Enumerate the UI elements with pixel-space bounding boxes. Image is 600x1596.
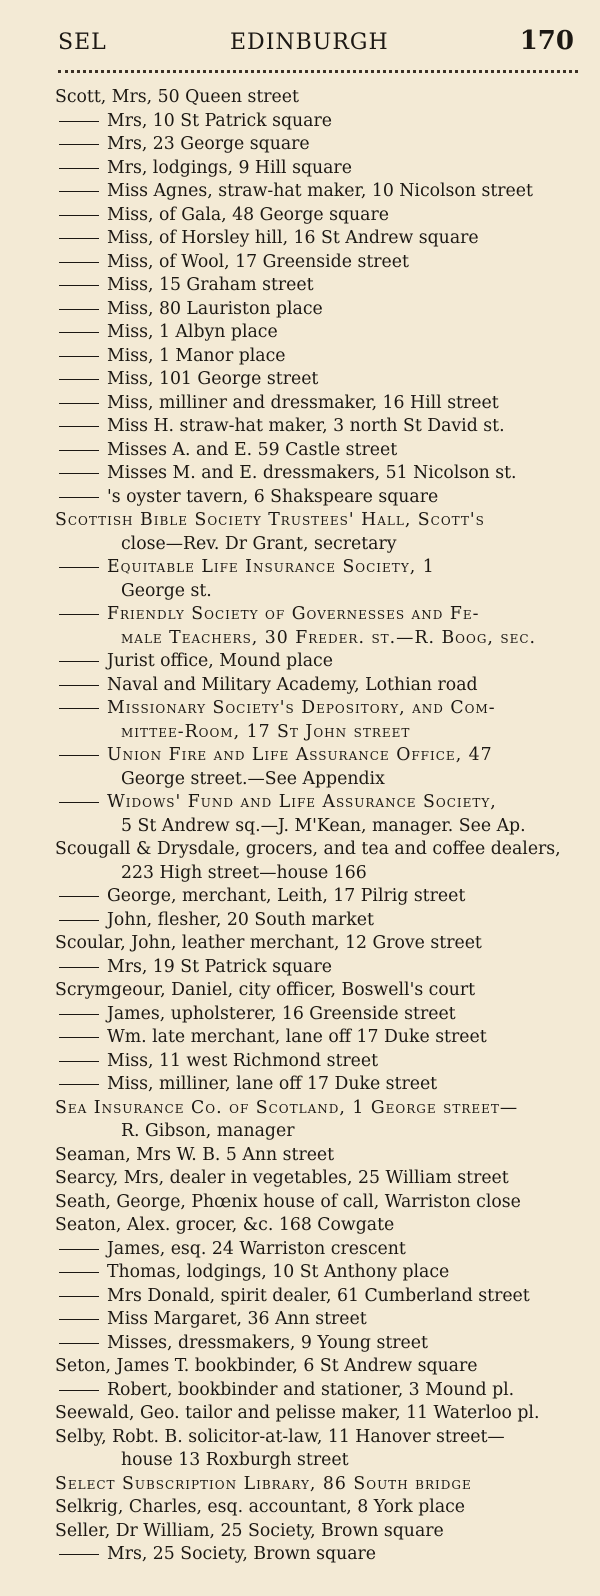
entry-text: R. Gibson, manager bbox=[121, 1121, 295, 1141]
entry-text: Union Fire and Life Assurance Office, 47 bbox=[107, 745, 493, 765]
entry-text: Selkrig, Charles, esq. accountant, 8 York place bbox=[55, 1497, 466, 1517]
ditto-dash bbox=[59, 262, 99, 263]
directory-entries bbox=[55, 86, 590, 1567]
ditto-dash bbox=[59, 497, 99, 498]
entry-text: James, esq. 24 Warriston crescent bbox=[107, 1238, 406, 1259]
entry-text: Thomas, lodgings, 10 St Anthony place bbox=[107, 1262, 450, 1282]
entry-text: Mrs, 25 Society, Brown square bbox=[107, 1544, 376, 1564]
directory-entry-line bbox=[55, 368, 590, 392]
directory-entry-line bbox=[55, 1191, 590, 1215]
entry-text: Scoular, John, leather merchant, 12 Grove street bbox=[55, 933, 482, 953]
ditto-dash bbox=[59, 403, 99, 404]
ditto-dash bbox=[59, 967, 99, 968]
entry-text: Scott, Mrs, 50 Queen street bbox=[55, 87, 299, 107]
directory-entry-line bbox=[55, 439, 590, 463]
directory-entry-line bbox=[55, 721, 590, 745]
ditto-dash bbox=[59, 1554, 99, 1555]
ditto-dash bbox=[59, 144, 99, 145]
entry-text: George, merchant, Leith, 17 Pilrig street bbox=[107, 886, 466, 906]
entry-text: Seton, James T. bookbinder, 6 St Andrew square bbox=[55, 1356, 478, 1376]
header-city-title: EDINBURGH bbox=[230, 30, 389, 55]
entry-text: Miss, 101 George street bbox=[107, 369, 319, 389]
entry-text: house 13 Roxburgh street bbox=[121, 1450, 349, 1470]
ditto-dash bbox=[59, 755, 99, 756]
directory-entry-line bbox=[55, 1003, 590, 1027]
directory-entry-line bbox=[55, 909, 590, 933]
ditto-dash bbox=[59, 473, 99, 474]
directory-entry-line bbox=[55, 1073, 590, 1097]
entry-text: James, upholsterer, 16 Greenside street bbox=[107, 1003, 456, 1024]
entry-text: Seewald, Geo. tailor and pelisse maker, 11 Waterloo pl. bbox=[55, 1403, 540, 1423]
ditto-dash bbox=[59, 614, 99, 615]
directory-entry-line bbox=[55, 815, 590, 839]
entry-text: Miss, milliner and dressmaker, 16 Hill street bbox=[107, 392, 499, 413]
ditto-dash bbox=[59, 168, 99, 169]
entry-text: Miss, 1 Albyn place bbox=[107, 322, 278, 342]
entry-text: Misses, dressmakers, 9 Young street bbox=[107, 1332, 428, 1353]
directory-entry-line bbox=[55, 1026, 590, 1050]
entry-text: Miss, of Wool, 17 Greenside street bbox=[107, 251, 409, 272]
directory-entry-line bbox=[55, 1261, 590, 1285]
directory-entry-line bbox=[55, 1520, 590, 1544]
entry-text: Missionary Society's Depository, and Com- bbox=[107, 698, 496, 718]
directory-entry-line bbox=[55, 274, 590, 298]
directory-entry-line bbox=[55, 1332, 590, 1356]
ditto-dash bbox=[59, 191, 99, 192]
directory-entry-line bbox=[55, 1144, 590, 1168]
ditto-dash bbox=[59, 685, 99, 686]
entry-text: Misses A. and E. 59 Castle street bbox=[107, 439, 398, 460]
ditto-dash bbox=[59, 1296, 99, 1297]
ditto-dash bbox=[59, 896, 99, 897]
directory-entry-line bbox=[55, 885, 590, 909]
entry-text: male Teachers, 30 Freder. st.—R. Boog, sec. bbox=[121, 627, 537, 648]
ditto-dash bbox=[59, 1343, 99, 1344]
ditto-dash bbox=[59, 1249, 99, 1250]
ditto-dash bbox=[59, 920, 99, 921]
directory-entry-line bbox=[55, 556, 590, 580]
directory-entry-line bbox=[55, 956, 590, 980]
directory-entry-line bbox=[55, 298, 590, 322]
entry-text: Selby, Robt. B. solicitor-at-law, 11 Hanover street— bbox=[55, 1426, 505, 1447]
directory-entry-line bbox=[55, 1473, 590, 1497]
page-number: 170 bbox=[519, 26, 574, 56]
directory-entry-line bbox=[55, 486, 590, 510]
entry-text: Mrs, lodgings, 9 Hill square bbox=[107, 157, 352, 178]
ditto-dash bbox=[59, 1319, 99, 1320]
entry-text: Miss, of Horsley hill, 16 St Andrew square bbox=[107, 228, 479, 248]
entry-text: mittee-Room, 17 St John street bbox=[121, 721, 411, 742]
entry-text: Mrs, 10 St Patrick square bbox=[107, 110, 332, 131]
entry-text: Miss, 11 west Richmond street bbox=[107, 1050, 379, 1071]
entry-text: Seller, Dr William, 25 Society, Brown square bbox=[55, 1520, 444, 1541]
directory-entry-line bbox=[55, 862, 590, 886]
entry-text: Miss, 80 Lauriston place bbox=[107, 298, 323, 319]
entry-text: Miss Margaret, 36 Ann street bbox=[107, 1309, 367, 1329]
ditto-dash bbox=[59, 1061, 99, 1062]
directory-entry-line bbox=[55, 1050, 590, 1074]
ditto-dash bbox=[59, 1014, 99, 1015]
directory-entry-line bbox=[55, 1097, 590, 1121]
ditto-dash bbox=[59, 285, 99, 286]
entry-text: Mrs, 23 George square bbox=[107, 134, 310, 154]
entry-text: Miss, 1 Manor place bbox=[107, 345, 286, 366]
entry-text: Wm. late merchant, lane off 17 Duke street bbox=[107, 1027, 487, 1047]
entry-text: Miss Agnes, straw-hat maker, 10 Nicolson street bbox=[107, 181, 533, 201]
directory-entry-line bbox=[55, 533, 590, 557]
page-header bbox=[58, 26, 580, 66]
directory-entry-line bbox=[55, 1355, 590, 1379]
directory-entry-line bbox=[55, 392, 590, 416]
entry-text: Miss, 15 Graham street bbox=[107, 275, 314, 295]
directory-entry-line bbox=[55, 1449, 590, 1473]
entry-text: Misses M. and E. dressmakers, 51 Nicolson st. bbox=[107, 463, 517, 483]
header-divider bbox=[58, 70, 578, 73]
entry-text: Miss, milliner, lane off 17 Duke street bbox=[107, 1074, 438, 1094]
ditto-dash bbox=[59, 121, 99, 122]
directory-entry-line bbox=[55, 697, 590, 721]
ditto-dash bbox=[59, 708, 99, 709]
header-section-label: SEL bbox=[58, 30, 107, 55]
entry-text: John, flesher, 20 South market bbox=[107, 909, 374, 930]
directory-entry-line bbox=[55, 110, 590, 134]
ditto-dash bbox=[59, 332, 99, 333]
directory-entry-line bbox=[55, 180, 590, 204]
directory-entry-line bbox=[55, 1238, 590, 1262]
directory-entry-line bbox=[55, 627, 590, 651]
entry-text: Scrymgeour, Daniel, city officer, Boswell's court bbox=[55, 980, 476, 1000]
ditto-dash bbox=[59, 356, 99, 357]
directory-entry-line bbox=[55, 768, 590, 792]
directory-entry-line bbox=[55, 1543, 590, 1567]
entry-text: Scottish Bible Society Trustees' Hall, Scott's bbox=[55, 510, 485, 530]
directory-entry-line bbox=[55, 1402, 590, 1426]
ditto-dash bbox=[59, 661, 99, 662]
entry-text: Scougall & Drysdale, grocers, and tea and coffee dealers, bbox=[55, 839, 561, 859]
entry-text: George st. bbox=[121, 580, 212, 601]
entry-text: Seaton, Alex. grocer, &c. 168 Cowgate bbox=[55, 1215, 395, 1235]
entry-text: close—Rev. Dr Grant, secretary bbox=[121, 533, 397, 554]
directory-entry-line bbox=[55, 345, 590, 369]
entry-text: Searcy, Mrs, dealer in vegetables, 25 William street bbox=[55, 1168, 509, 1188]
directory-entry-line bbox=[55, 744, 590, 768]
entry-text: 5 St Andrew sq.—J. M'Kean, manager. See Ap. bbox=[121, 815, 526, 836]
entry-text: Widows' Fund and Life Assurance Society, bbox=[107, 792, 497, 812]
ditto-dash bbox=[59, 450, 99, 451]
directory-entry-line bbox=[55, 1167, 590, 1191]
directory-entry-line bbox=[55, 838, 590, 862]
entry-text: Mrs, 19 St Patrick square bbox=[107, 956, 332, 977]
ditto-dash bbox=[59, 802, 99, 803]
directory-entry-line bbox=[55, 603, 590, 627]
directory-entry-line bbox=[55, 1120, 590, 1144]
entry-text: Jurist office, Mound place bbox=[107, 651, 333, 671]
directory-entry-line bbox=[55, 462, 590, 486]
ditto-dash bbox=[59, 1390, 99, 1391]
entry-text: Select Subscription Library, 86 South bridge bbox=[55, 1473, 472, 1494]
entry-text: Naval and Military Academy, Lothian road bbox=[107, 674, 478, 695]
ditto-dash bbox=[59, 1084, 99, 1085]
directory-entry-line bbox=[55, 1214, 590, 1238]
entry-text: Mrs Donald, spirit dealer, 61 Cumberland street bbox=[107, 1285, 530, 1306]
directory-entry-line bbox=[55, 415, 590, 439]
directory-entry-line bbox=[55, 674, 590, 698]
entry-text: 223 High street—house 166 bbox=[121, 862, 367, 883]
directory-entry-line bbox=[55, 509, 590, 533]
entry-text: George street.—See Appendix bbox=[121, 768, 385, 789]
directory-entry-line bbox=[55, 1496, 590, 1520]
ditto-dash bbox=[59, 309, 99, 310]
directory-entry-line bbox=[55, 1308, 590, 1332]
entry-text: Seath, George, Phœnix house of call, Warriston close bbox=[55, 1191, 521, 1212]
entry-text: Seaman, Mrs W. B. 5 Ann street bbox=[55, 1144, 335, 1165]
entry-text: Robert, bookbinder and stationer, 3 Mound pl. bbox=[107, 1379, 515, 1400]
directory-entry-line bbox=[55, 321, 590, 345]
ditto-dash bbox=[59, 238, 99, 239]
directory-entry-line bbox=[55, 1426, 590, 1450]
entry-text: Sea Insurance Co. of Scotland, 1 George street— bbox=[55, 1097, 519, 1118]
directory-entry-line bbox=[55, 932, 590, 956]
ditto-dash bbox=[59, 1272, 99, 1273]
directory-entry-line bbox=[55, 1285, 590, 1309]
ditto-dash bbox=[59, 567, 99, 568]
entry-text: Miss H. straw-hat maker, 3 north St David st. bbox=[107, 416, 505, 436]
ditto-dash bbox=[59, 379, 99, 380]
ditto-dash bbox=[59, 1037, 99, 1038]
directory-entry-line bbox=[55, 204, 590, 228]
directory-entry-line bbox=[55, 1379, 590, 1403]
directory-entry-line bbox=[55, 251, 590, 275]
ditto-dash bbox=[59, 215, 99, 216]
directory-entry-line bbox=[55, 650, 590, 674]
directory-entry-line bbox=[55, 791, 590, 815]
directory-entry-line bbox=[55, 133, 590, 157]
entry-text: 's oyster tavern, 6 Shakspeare square bbox=[107, 486, 439, 507]
entry-text: Miss, of Gala, 48 George square bbox=[107, 204, 389, 225]
ditto-dash bbox=[59, 426, 99, 427]
directory-entry-line bbox=[55, 979, 590, 1003]
entry-text: Friendly Society of Governesses and Fe- bbox=[107, 604, 480, 624]
entry-text: Equitable Life Insurance Society, 1 bbox=[107, 557, 435, 577]
directory-entry-line bbox=[55, 86, 590, 110]
directory-entry-line bbox=[55, 227, 590, 251]
directory-entry-line bbox=[55, 580, 590, 604]
directory-entry-line bbox=[55, 157, 590, 181]
